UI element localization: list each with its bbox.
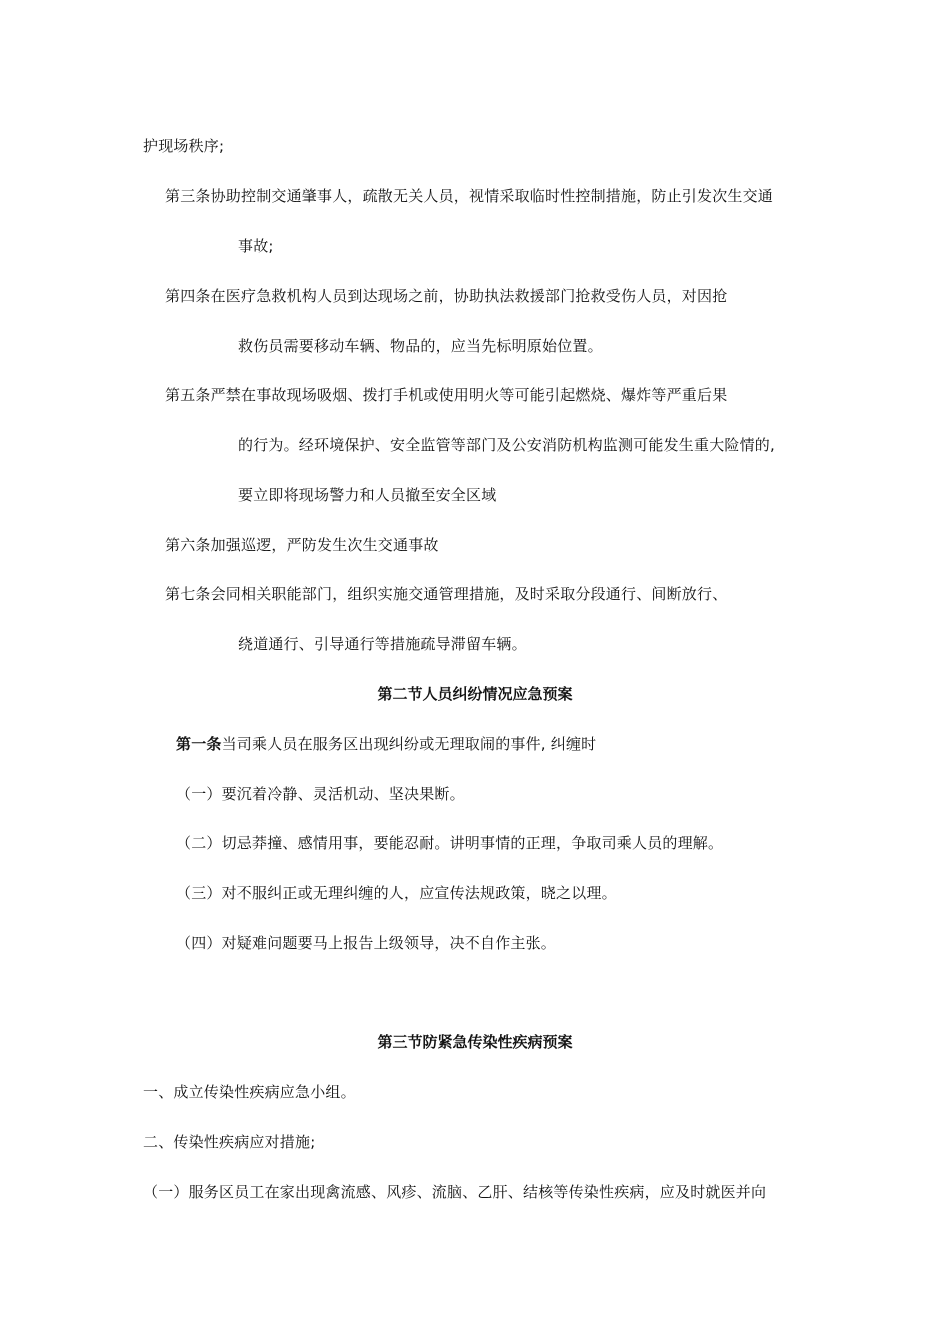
- article-3-line-1: 第三条协助控制交通肇事人，疏散无关人员，视情采取临时性控制措施，防止引发次生交通: [165, 187, 774, 205]
- article-5-line-2: 的行为。经环境保护、安全监管等部门及公安消防机构监测可能发生重大险情的,: [238, 436, 775, 454]
- section-2-heading: 第二节人员纠纷情况应急预案: [377, 685, 573, 703]
- section-2-item-4: （四）对疑难问题要马上报告上级领导，决不自作主张。: [176, 934, 557, 952]
- article-5-line-3: 要立即将现场警力和人员撤至安全区域: [238, 486, 497, 504]
- article-7-line-1: 第七条会同相关职能部门，组织实施交通管理措施，及时采取分段通行、间断放行、: [165, 585, 728, 603]
- article-4-line-1: 第四条在医疗急救机构人员到达现场之前，协助执法救援部门抢救受伤人员，对因抢: [165, 287, 728, 305]
- article-1-text: 当司乘人员在服务区出现纠纷或无理取闹的事件, 纠缠时: [221, 735, 597, 753]
- section-2-article-1: [176, 734, 596, 754]
- article-7-line-2: 绕道通行、引导通行等措施疏导滞留车辆。: [238, 635, 527, 653]
- article-6: 第六条加强巡逻，严防发生次生交通事故: [165, 536, 439, 554]
- section-3-point-2: 二、传染性疾病应对措施;: [143, 1133, 316, 1151]
- paragraph-continuation: 护现场秩序;: [143, 137, 225, 155]
- section-3-sub-1: （一）服务区员工在家出现禽流感、风疹、流脑、乙肝、结核等传染性疾病，应及时就医并向: [143, 1183, 767, 1201]
- section-2-item-3: （三）对不服纠正或无理纠缠的人，应宣传法规政策，晓之以理。: [176, 884, 617, 902]
- article-3-line-2: 事故;: [238, 237, 274, 255]
- section-3-heading: 第三节防紧急传染性疾病预案: [377, 1033, 573, 1051]
- article-1-label: 第一条: [176, 735, 222, 753]
- section-2-item-2: （二）切忌莽撞、感情用事，要能忍耐。讲明事情的正理，争取司乘人员的理解。: [176, 834, 724, 852]
- section-3-point-1: 一、成立传染性疾病应急小组。: [143, 1083, 356, 1101]
- article-5-line-1: 第五条严禁在事故现场吸烟、拨打手机或使用明火等可能引起燃烧、爆炸等严重后果: [165, 386, 728, 404]
- section-2-item-1: （一）要沉着冷静、灵活机动、坚决果断。: [176, 785, 465, 803]
- article-4-line-2: 救伤员需要移动车辆、物品的，应当先标明原始位置。: [238, 337, 603, 355]
